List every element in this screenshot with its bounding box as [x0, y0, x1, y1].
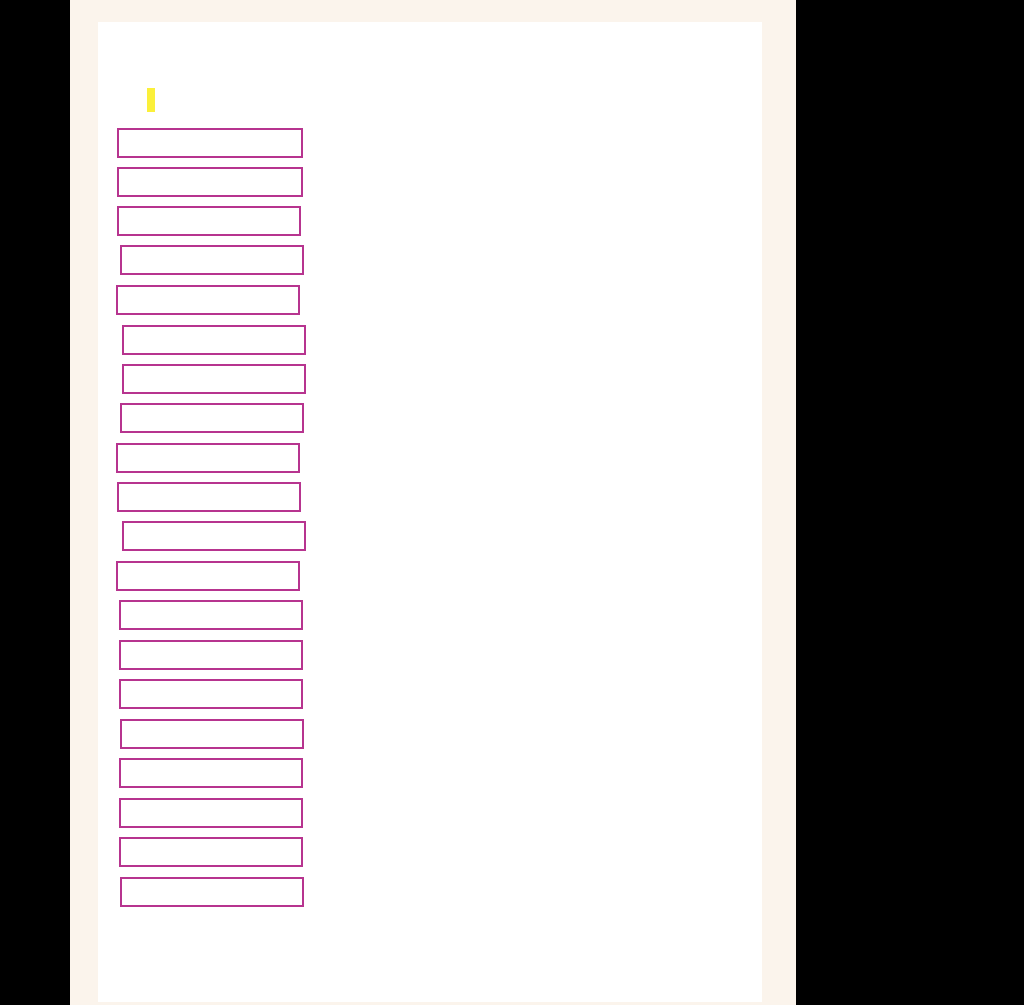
- answer-box[interactable]: [122, 521, 306, 551]
- exercise-row: [114, 677, 309, 711]
- answer-box[interactable]: [119, 798, 303, 828]
- instruction-banner: [147, 88, 155, 112]
- answer-box[interactable]: [120, 245, 304, 275]
- exercise-row: [114, 243, 310, 277]
- exercise-row: [114, 638, 309, 672]
- exercise-row: [114, 401, 310, 435]
- answer-box[interactable]: [120, 403, 304, 433]
- exercise-row: [114, 835, 309, 869]
- exercise-row: [114, 126, 309, 160]
- exercise-row: [114, 717, 310, 751]
- exercise-row: [114, 796, 309, 830]
- answer-box[interactable]: [119, 679, 303, 709]
- answer-box[interactable]: [116, 443, 300, 473]
- answer-box[interactable]: [117, 482, 301, 512]
- answer-box[interactable]: [120, 719, 304, 749]
- answer-box[interactable]: [117, 128, 303, 158]
- chevron-top-border: [100, 0, 796, 22]
- exercise-row: [114, 598, 309, 632]
- answer-box[interactable]: [117, 167, 303, 197]
- exercise-row: [114, 362, 312, 396]
- exercise-row: [114, 441, 306, 475]
- exercise-row: [114, 559, 306, 593]
- exercise-row: [114, 875, 310, 909]
- exercise-row: [114, 283, 306, 317]
- answer-box[interactable]: [119, 758, 303, 788]
- exercise-row: [114, 519, 312, 553]
- exercise-row: [114, 165, 309, 199]
- answer-box[interactable]: [120, 877, 304, 907]
- answer-box[interactable]: [117, 206, 301, 236]
- exercise-row: [114, 323, 312, 357]
- answer-box[interactable]: [119, 640, 303, 670]
- exercise-row: [114, 204, 307, 238]
- exercise-row: [114, 480, 307, 514]
- answer-box[interactable]: [122, 364, 306, 394]
- exercise-row: [114, 756, 309, 790]
- answer-box[interactable]: [119, 600, 303, 630]
- spiral-binding: [70, 0, 100, 1005]
- chevron-right-border: [762, 0, 796, 1005]
- answer-box[interactable]: [116, 285, 300, 315]
- answer-box[interactable]: [116, 561, 300, 591]
- answer-box[interactable]: [122, 325, 306, 355]
- answer-box[interactable]: [119, 837, 303, 867]
